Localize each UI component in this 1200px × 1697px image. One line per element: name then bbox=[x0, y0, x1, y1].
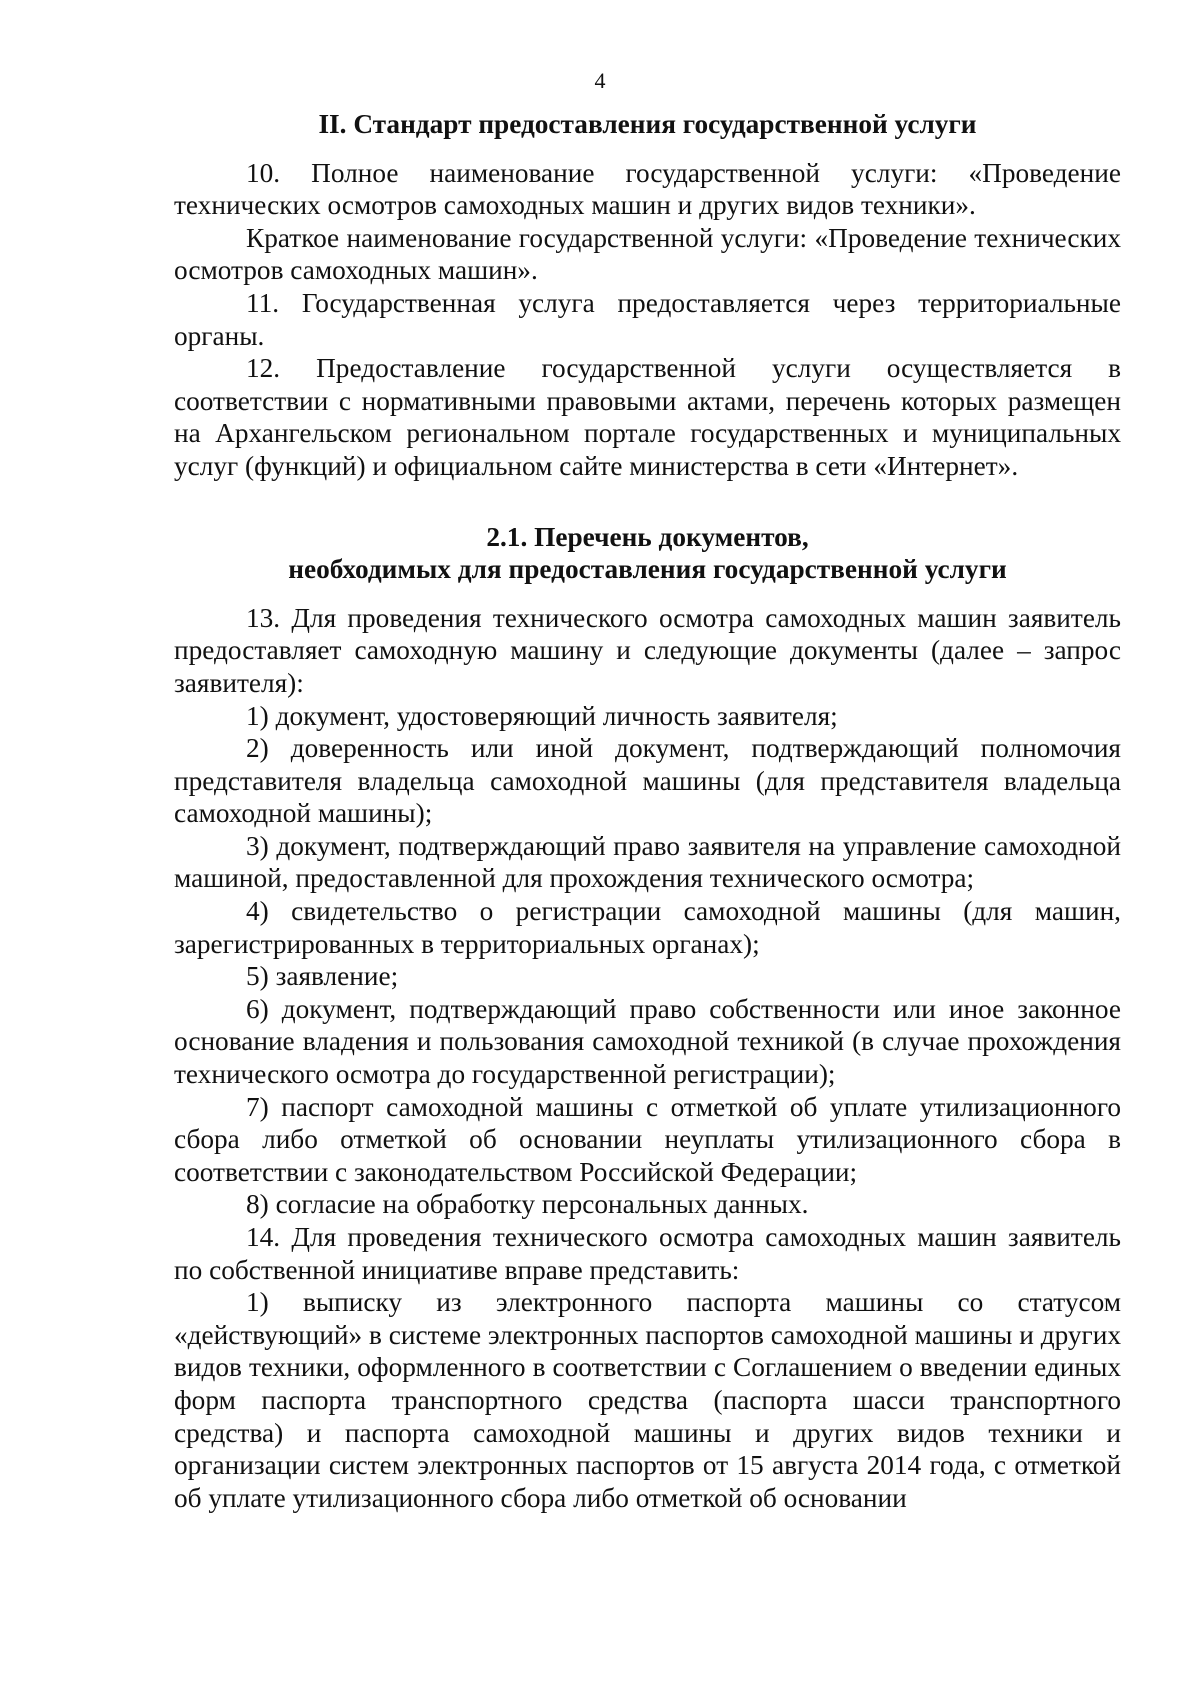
subsection-title-line-1: 2.1. Перечень документов, bbox=[486, 521, 809, 552]
paragraph: Краткое наименование государственной услуги: «Проведение технических осмотров самоходных машин». bbox=[174, 222, 1121, 286]
list-item: 5) заявление; bbox=[246, 961, 399, 992]
paragraph: 14. Для проведения технического осмотра самоходных машин заявитель по собственной инициативе вправе представить: bbox=[174, 1222, 1121, 1285]
paragraph: 10. Полное наименование государственной услуги: «Проведение технических осмотров самоходных машин и других видов техники». bbox=[174, 157, 1121, 221]
document-body bbox=[174, 108, 1121, 1514]
list-item: 8) согласие на обработку персональных данных. bbox=[246, 1189, 809, 1220]
subsection-title bbox=[174, 521, 1121, 586]
paragraph: 13. Для проведения технического осмотра самоходных машин заявитель предоставляет самоходную машину и следующие документы (далее – запрос заявителя): bbox=[174, 602, 1121, 698]
list-item: 2) доверенность или иной документ, подтверждающий полномочия представителя владельца самоходной машины (для представителя владельца самоходной машины); bbox=[174, 733, 1121, 829]
list-item: 1) документ, удостоверяющий личность заявителя; bbox=[246, 700, 838, 731]
list-item: 4) свидетельство о регистрации самоходной машины (для машин, зарегистрированных в территориальных органах); bbox=[174, 896, 1121, 959]
paragraph: 12. Предоставление государственной услуги осуществляется в соответствии с нормативными правовыми актами, перечень которых размещен на Архангельском региональном портале государственных и муниципальных услуг (функций) и официальном сайте министерства в сети «Интернет». bbox=[174, 353, 1121, 481]
subsection-title-line-2: необходимых для предоставления государственной услуги bbox=[288, 554, 1007, 585]
list-item: 3) документ, подтверждающий право заявителя на управление самоходной машиной, предоставленной для прохождения технического осмотра; bbox=[174, 830, 1121, 894]
list-item: 6) документ, подтверждающий право собственности или иное законное основание владения и пользования самоходной техникой (в случае прохождения технического осмотра до государственной регистрации); bbox=[174, 993, 1121, 1090]
page-number: 4 bbox=[594, 68, 606, 93]
list-item: 1) выписку из электронного паспорта машины со статусом «действующий» в системе электронных паспортов самоходной машины и других видов техники, оформленного в соответствии с Соглашением о введении единых форм паспорта транспортного средства (паспорта шасси транспортного средства) и паспорта самоходной машины и других видов техники и организации систем электронных паспортов от 15 августа 2014 года, с отметкой об уплате утилизационного сбора либо отметкой об основании bbox=[174, 1287, 1121, 1513]
list-item: 7) паспорт самоходной машины с отметкой об уплате утилизационного сбора либо отметкой об основании неуплаты утилизационного сбора в соответствии с законодательством Российской Федерации; bbox=[174, 1091, 1121, 1187]
paragraph: 11. Государственная услуга предоставляется через территориальные органы. bbox=[174, 287, 1121, 351]
section-title: II. Стандарт предоставления государственной услуги bbox=[318, 109, 977, 139]
